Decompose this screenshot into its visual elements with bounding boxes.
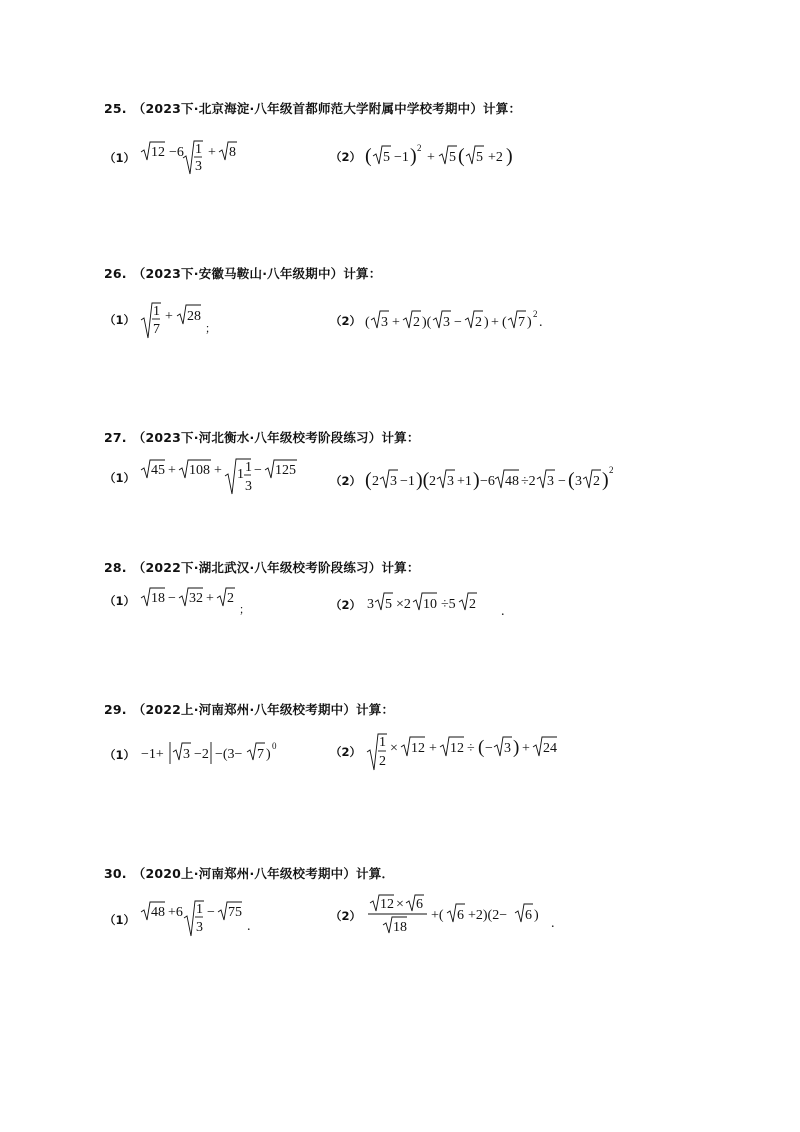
problem-27-part-2: [330, 466, 615, 496]
problem-source: （2023下·安徽马鞍山·八年级期中）计算：: [132, 266, 382, 281]
svg-text:÷: ÷: [466, 741, 475, 756]
part-label: （2）: [330, 474, 362, 488]
problem-26-part-2: [330, 308, 565, 334]
part-label: （2）: [330, 598, 362, 612]
svg-text:+: +: [213, 463, 222, 478]
problem-29: [104, 700, 704, 718]
svg-text:+: +: [164, 309, 173, 324]
problem-header: [104, 428, 704, 446]
svg-text:): ): [505, 145, 513, 167]
svg-text:): ): [601, 469, 609, 491]
svg-text:7: 7: [152, 322, 160, 337]
svg-text:−2: −2: [193, 747, 209, 762]
svg-text:18: 18: [392, 920, 407, 935]
svg-text:3: 3: [182, 747, 190, 762]
svg-text:2: 2: [532, 309, 538, 319]
svg-text:5: 5: [448, 150, 456, 165]
svg-text:.: .: [500, 604, 505, 619]
svg-text:2: 2: [416, 143, 422, 153]
problem-28-part-1-expression: [139, 586, 259, 616]
svg-text:+: +: [391, 315, 400, 330]
problem-30-part-2: [330, 894, 565, 938]
part-label: （2）: [330, 909, 362, 923]
svg-text:(: (: [364, 315, 370, 330]
problem-28-part-2-expression: [365, 590, 525, 620]
svg-text:(: (: [457, 145, 465, 167]
svg-text:5: 5: [384, 597, 392, 612]
problem-27: [104, 428, 704, 446]
svg-text:1: 1: [194, 142, 202, 157]
svg-text:−: −: [557, 474, 566, 489]
svg-text:6: 6: [456, 908, 464, 923]
svg-text:): ): [409, 145, 417, 167]
svg-text:5: 5: [382, 150, 390, 165]
problem-header: [104, 864, 704, 882]
problem-28-part-2: [330, 590, 525, 620]
svg-text:24: 24: [542, 741, 557, 756]
svg-text:÷5: ÷5: [440, 597, 456, 612]
svg-text:+6: +6: [167, 905, 183, 920]
svg-text:；: ；: [238, 604, 250, 616]
problem-number: 30.: [104, 866, 127, 881]
svg-text:0: 0: [271, 741, 277, 751]
part-label: （1）: [104, 748, 136, 762]
svg-text:8: 8: [228, 145, 236, 160]
problem-header: [104, 264, 704, 282]
problem-header: [104, 558, 704, 576]
svg-text:1: 1: [244, 460, 252, 475]
problem-29-part-1-expression: [139, 740, 299, 770]
svg-text:): ): [512, 737, 520, 758]
problem-27-part-2-expression: [365, 466, 615, 496]
problem-26: [104, 264, 704, 282]
part-label: （2）: [330, 314, 362, 328]
svg-text:−: −: [206, 905, 215, 920]
part-label: （2）: [330, 150, 362, 164]
problem-30: [104, 864, 704, 882]
problem-27-part-1-expression: [139, 458, 299, 498]
svg-text:10: 10: [422, 597, 437, 612]
svg-text:18: 18: [150, 591, 165, 606]
part-label: （2）: [330, 745, 362, 759]
svg-text:2: 2: [226, 591, 234, 606]
svg-text:(: (: [364, 469, 372, 491]
svg-text:−1: −1: [399, 474, 415, 489]
svg-text:3: 3: [194, 159, 202, 174]
svg-text:+: +: [521, 741, 530, 756]
svg-text:12: 12: [150, 145, 165, 160]
svg-text:−: −: [453, 315, 462, 330]
svg-text:): ): [265, 747, 271, 762]
part-label: （1）: [104, 913, 136, 927]
problem-28: [104, 558, 704, 576]
svg-text:75: 75: [227, 905, 242, 920]
svg-text:2: 2: [428, 474, 436, 489]
problem-25: [104, 99, 704, 117]
svg-text:)(: )(: [415, 469, 430, 491]
svg-text:.: .: [246, 919, 251, 934]
part-label: （1）: [104, 594, 136, 608]
svg-text:108: 108: [188, 463, 210, 478]
svg-text:+1: +1: [456, 474, 472, 489]
svg-text:2: 2: [608, 465, 614, 475]
svg-text:；: ；: [204, 323, 216, 335]
svg-text:.: .: [550, 916, 555, 931]
problem-source: （2023下·河北衡水·八年级校考阶段练习）计算：: [132, 430, 420, 445]
problem-25-part-2: [330, 142, 535, 172]
problem-header: [104, 99, 704, 117]
svg-text:)(: )(: [421, 315, 432, 330]
svg-text:2: 2: [378, 754, 386, 769]
problem-27-part-1: [104, 458, 299, 498]
svg-text:+: +: [207, 145, 216, 160]
svg-text:.: .: [538, 315, 543, 330]
svg-text:1: 1: [378, 735, 386, 750]
svg-text:48: 48: [150, 905, 165, 920]
svg-text:(: (: [501, 315, 507, 330]
svg-text:2: 2: [468, 597, 476, 612]
problem-number: 28.: [104, 560, 127, 575]
svg-text:1: 1: [236, 467, 244, 482]
svg-text:+: +: [428, 741, 437, 756]
svg-text:−6: −6: [168, 145, 184, 160]
svg-text:12: 12: [379, 897, 394, 912]
svg-text:3: 3: [380, 315, 388, 330]
part-label: （1）: [104, 471, 136, 485]
svg-text:×2: ×2: [395, 597, 411, 612]
svg-text:7: 7: [517, 315, 525, 330]
problem-header: [104, 700, 704, 718]
svg-text:125: 125: [274, 463, 296, 478]
problem-25-part-1: [104, 140, 259, 176]
problem-number: 29.: [104, 702, 127, 717]
svg-text:12: 12: [410, 741, 425, 756]
svg-text:−: −: [167, 591, 176, 606]
svg-text:−: −: [253, 463, 262, 478]
svg-text:×: ×: [389, 741, 398, 756]
problem-25-part-1-expression: [139, 140, 259, 176]
svg-text:3: 3: [546, 474, 554, 489]
svg-text:): ): [533, 908, 539, 923]
svg-text:(: (: [477, 737, 485, 758]
svg-text:3: 3: [574, 474, 582, 489]
problem-26-part-1-expression: [139, 300, 229, 340]
problem-28-part-1: [104, 586, 259, 616]
problem-29-part-2-expression: [365, 732, 575, 772]
svg-text:−: −: [484, 741, 493, 756]
problem-source: （2023下·北京海淀·八年级首都师范大学附属中学校考期中）计算：: [132, 101, 522, 116]
svg-text:1: 1: [152, 304, 160, 319]
svg-text:): ): [483, 315, 489, 330]
svg-text:3: 3: [195, 920, 203, 935]
problem-source: （2022下·湖北武汉·八年级校考阶段练习）计算：: [132, 560, 420, 575]
svg-text:3: 3: [442, 315, 450, 330]
problem-number: 27.: [104, 430, 127, 445]
svg-text:28: 28: [186, 309, 201, 324]
svg-text:7: 7: [256, 747, 264, 762]
problem-number: 26.: [104, 266, 127, 281]
svg-text:−1+: −1+: [140, 747, 164, 762]
svg-text:3: 3: [446, 474, 454, 489]
problem-30-part-2-expression: [365, 894, 565, 938]
problem-29-part-2: [330, 732, 575, 772]
svg-text:): ): [472, 469, 480, 491]
svg-text:+2: +2: [487, 150, 503, 165]
problem-30-part-1: [104, 900, 279, 940]
svg-text:5: 5: [475, 150, 483, 165]
problem-number: 25.: [104, 101, 127, 116]
part-label: （1）: [104, 313, 136, 327]
svg-text:(: (: [567, 469, 575, 491]
svg-text:6: 6: [524, 908, 532, 923]
svg-text:3: 3: [389, 474, 397, 489]
svg-text:+: +: [167, 463, 176, 478]
svg-text:45: 45: [150, 463, 165, 478]
svg-text:+: +: [205, 591, 214, 606]
svg-text:): ): [526, 315, 532, 330]
svg-text:2: 2: [412, 315, 420, 330]
svg-text:3: 3: [366, 597, 374, 612]
svg-text:+: +: [426, 150, 435, 165]
problem-source: （2022上·河南郑州·八年级校考期中）计算：: [132, 702, 395, 717]
svg-text:+2)(2−: +2)(2−: [467, 908, 507, 923]
svg-text:×: ×: [395, 897, 404, 912]
svg-text:3: 3: [244, 479, 252, 494]
svg-text:48: 48: [504, 474, 519, 489]
svg-text:−(3−: −(3−: [214, 747, 243, 762]
svg-text:3: 3: [503, 741, 511, 756]
svg-text:6: 6: [415, 897, 423, 912]
problem-source: （2020上·河南郑州·八年级校考期中）计算．: [132, 866, 395, 881]
svg-text:(: (: [364, 145, 372, 167]
svg-text:+: +: [490, 315, 499, 330]
svg-text:2: 2: [474, 315, 482, 330]
problem-26-part-2-expression: [365, 308, 565, 334]
svg-text:12: 12: [449, 741, 464, 756]
svg-text:÷2: ÷2: [520, 474, 536, 489]
problem-25-part-2-expression: [365, 142, 535, 172]
svg-text:+(: +(: [430, 908, 444, 923]
svg-text:−1: −1: [393, 150, 409, 165]
svg-text:2: 2: [592, 474, 600, 489]
svg-text:32: 32: [188, 591, 203, 606]
problem-30-part-1-expression: [139, 900, 279, 940]
svg-text:−6: −6: [479, 474, 495, 489]
svg-text:1: 1: [195, 902, 203, 917]
svg-text:2: 2: [371, 474, 379, 489]
problem-26-part-1: [104, 300, 229, 340]
problem-29-part-1: [104, 740, 299, 770]
part-label: （1）: [104, 151, 136, 165]
